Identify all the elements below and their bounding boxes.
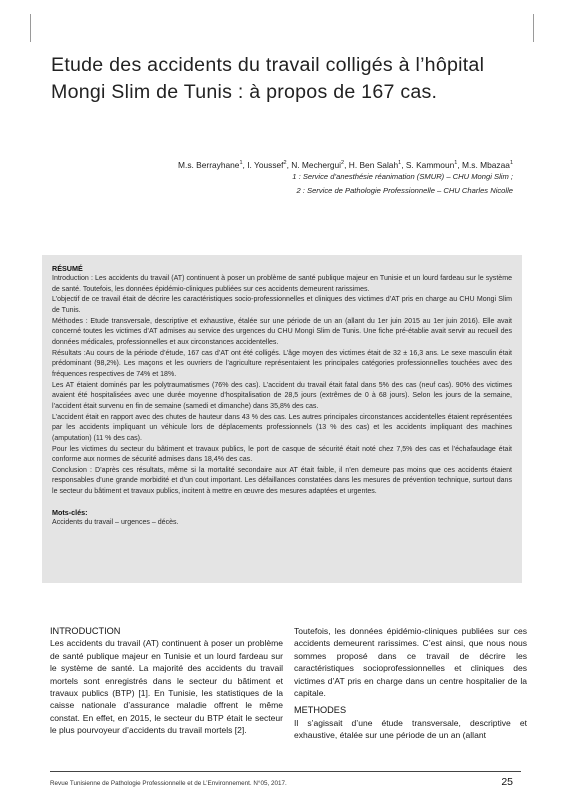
abstract-paragraph: Conclusion : D’après ces résultats, même si la mortalité secondaire aux AT était faible, il n’en demeure pas moins que ces accidents étaient responsables d’une grande morbidité et d’un cout important. Les défaillances constatées dans les mesures de prévention technique, surtout dans le secteur du bâtiment et travaux publics, incitent à mettre en œuvre des mesures adaptées et urgentes. [52, 466, 512, 496]
author-separator: , [457, 159, 462, 170]
author-name: I. Youssef [247, 159, 284, 170]
body-column-left [50, 625, 283, 737]
abstract-paragraph: Résultats :Au cours de la période d’étude, 167 cas d’AT ont été colligés. L’âge moyen des victimes était de 32 ± 16,3 ans. Le sexe masculin était prédominant (98,2%). Les maçons et les ouvriers de l’agriculture représentaient les principales catégories professionnelles touchées avec des fréquences respectives de 74% et 18%. [52, 349, 512, 378]
abstract-paragraph: L’objectif de ce travail était de décrire les caractéristiques socio-professionnelles et cliniques des victimes d’AT pris en charge au CHU Mongi Slim de Tunis. [52, 296, 512, 314]
crop-mark-left [30, 14, 31, 42]
abstract-heading: RÉSUMÉ [52, 264, 83, 273]
keywords-heading: Mots-clés: [52, 507, 88, 517]
body-column-right [294, 625, 527, 742]
author-affiliation-marker: 1 [239, 160, 243, 166]
affiliation-2: 2 : Service de Pathologie Professionnelle – CHU Charles Nicolle [296, 186, 513, 195]
author-affiliation-marker: 2 [341, 160, 345, 166]
author-separator: , [401, 159, 406, 170]
page-number: 25 [501, 776, 513, 788]
abstract-text [52, 274, 512, 498]
abstract-paragraph: Pour les victimes du secteur du bâtiment et travaux publics, le port de casque de sécurité était noté chez 7,5% des cas et l’échafaudage était conforme aux normes de sécurité admises dans 18,4% des cas. [52, 445, 512, 464]
abstract-box [42, 255, 522, 583]
author-separator: , [344, 159, 349, 170]
affiliation-1: 1 : Service d’anesthésie réanimation (SMUR) – CHU Mongi Slim ; [292, 172, 513, 181]
methodes-paragraph: Il s’agissait d’une étude transversale, descriptive et exhaustive, étalée sur une période de un an (allant [294, 717, 527, 741]
section-heading-methodes: METHODES [294, 705, 347, 716]
author-list [43, 157, 513, 171]
abstract-paragraph: Méthodes : Etude transversale, descriptive et exhaustive, étalée sur une période de un an (allant du 1er juin 2015 au 1er juin 2016). Elle avait concerné toutes les victimes d’AT admises au service des urgences du CHU Mongi Slim de Tunis. Une fiche pré-établie avait servir au recueil des données médicales, professionnelles et aux circonstances accidentelles. [52, 317, 512, 346]
article-title: Etude des accidents du travail colligés à l’hôpital Mongi Slim de Tunis : à propos de 167 cas. [51, 54, 485, 103]
introduction-paragraph-continued: Toutefois, les données épidémio-cliniques publiées sur ces accidents demeurent rarissimes. C’est ainsi, que nous nous sommes proposé dans ce travail de décrire les caractéristiques socioprofessionnelles et cliniques des victimes d’AT pris en charge dans un centre hospitalier de la capitale. [294, 626, 527, 699]
author-separator: , [286, 159, 292, 170]
author-affiliation-marker: 1 [454, 160, 458, 166]
author-name: M.s. Mbazaa [461, 159, 510, 170]
abstract-paragraph: Les AT étaient dominés par les polytraumatismes (76% des cas). L’accident du travail était fatal dans 5% des cas (neuf cas). 90% des victimes avaient été hospitalisées avec une durée moyenne d’hospitalisation de 28,5 jours (extrêmes de 0 à 68 jours). Selon les jours de la semaine, l’accident était survenu en fin de semaine (samedi et dimanche) dans 35,8% des cas. [52, 381, 512, 410]
author-name: S. Kammoun [405, 159, 455, 170]
crop-mark-right [533, 14, 534, 42]
abstract-paragraph: Introduction : Les accidents du travail (AT) continuent à poser un problème de santé publique majeur en Tunisie et un lourd fardeau sur le système de santé. Toutefois, les données épidémio-cliniques publiées sur ces accidents demeurent rarissimes. [52, 275, 512, 293]
author-name: H. Ben Salah [348, 159, 399, 170]
keywords-text: Accidents du travail – urgences – décès. [52, 518, 179, 526]
author-affiliation-marker: 1 [398, 160, 402, 166]
footer-rule [50, 771, 521, 772]
introduction-paragraph: Les accidents du travail (AT) continuent à poser un problème de santé publique majeur en Tunisie et un lourd fardeau sur le système de santé. La majorité des accidents du travail mortels sont enregistrés dans le secteur du bâtiment et travaux publics (BTP) [1]. En Tunisie, les statistiques de la caisse nationale d’assurance maladie offrent le même constat. En effet, en 2015, le secteur du BTP était le secteur le plus pourvoyeur d’accidents du travail mortels [2]. [50, 638, 283, 736]
section-heading-introduction: INTRODUCTION [50, 626, 121, 636]
footer-journal-citation: Revue Tunisienne de Pathologie Professionnelle et de L’Environnement. N°05, 2017. [50, 780, 287, 787]
abstract-paragraph: L’accident était en rapport avec des chutes de hauteur dans 43 % des cas. Les autres principales circonstances accidentelles étaient représentées par les accidents impliquant un véhicule lors de déplacements professionnels (13 % des cas) et les accidents impliquant des machines (amputation) (11 % des cas). [52, 413, 512, 442]
author-separator: , [242, 159, 248, 170]
author-name: N. Mechergui [291, 159, 342, 170]
author-affiliation-marker: 2 [283, 160, 287, 166]
author-name: M.s. Berrayhane [178, 159, 240, 170]
author-affiliation-marker: 1 [509, 160, 513, 166]
